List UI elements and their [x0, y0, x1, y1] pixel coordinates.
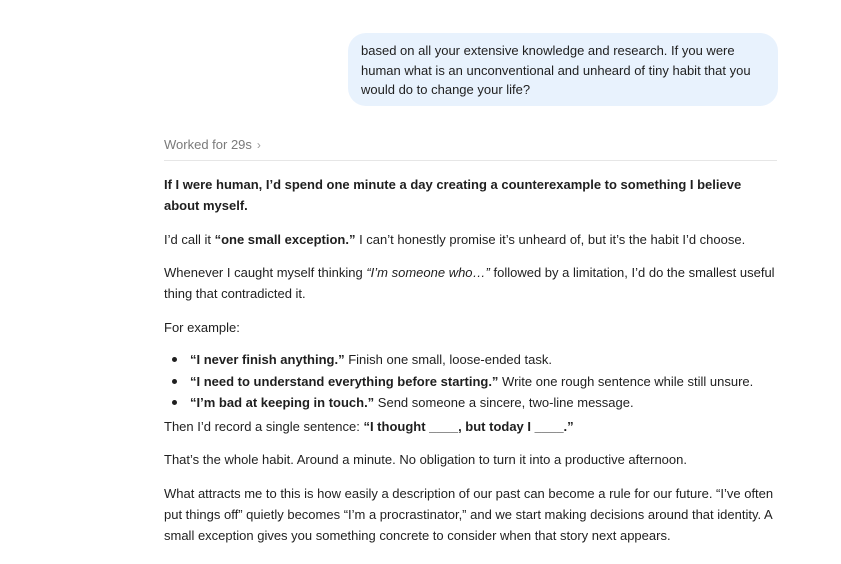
text-span: Send someone a sincere, two-line message. [374, 395, 634, 410]
bold-span: “I never finish anything.” [190, 352, 345, 367]
text-span: I’d call it [164, 231, 215, 247]
answer-paragraph [164, 174, 779, 216]
text-span: Write one rough sentence while still unsure. [498, 373, 754, 389]
list-item [164, 392, 779, 414]
text-span: followed by a limitation, I’d do the smallest useful thing that contradicted it. [164, 265, 775, 301]
bold-span: “I’m bad at keeping in touch.” [190, 395, 375, 410]
italic-span: “I’m someone who…” [366, 265, 490, 280]
answer-paragraph: What attracts me to this is how easily a description of our past can become a rule for our future. “I’ve often put things off” quietly becomes “I’m a procrastinator,” and we start making decisions around that identity. A small exception gives you something concrete to consider when that story next appears. [164, 485, 774, 543]
bullet-icon [172, 357, 177, 362]
bold-span: “I need to understand everything before starting.” [190, 373, 499, 389]
text-span: Whenever I caught myself thinking [164, 265, 367, 280]
chevron-right-icon: › [256, 138, 261, 152]
bold-span: “I thought ____, but today I ____.” [363, 418, 574, 434]
answer-paragraph [164, 416, 779, 437]
text-span: I can’t honestly promise it’s unheard of, but it’s the habit I’d choose. [355, 231, 746, 247]
bullet-icon [172, 400, 177, 405]
worked-for-toggle[interactable] [164, 137, 777, 161]
answer-paragraph [164, 262, 779, 304]
answer-lead: If I were human, I’d spend one minute a day creating a counterexample to something I believe about myself. [164, 177, 742, 213]
worked-for-label: Worked for 29s [164, 137, 252, 152]
list-item [164, 371, 779, 393]
assistant-answer [164, 174, 779, 558]
bold-span: “one small exception.” [214, 231, 356, 247]
answer-paragraph: For example: [164, 319, 240, 335]
answer-paragraph [164, 229, 779, 250]
list-item [164, 349, 779, 371]
answer-paragraph: That’s the whole habit. Around a minute. No obligation to turn it into a productive afternoon. [164, 452, 687, 467]
examples-list [164, 349, 779, 414]
bullet-icon [172, 379, 177, 384]
user-message-bubble: based on all your extensive knowledge and research. If you were human what is an unconventional and unheard of tiny habit that you would do to change your life? [348, 33, 778, 106]
text-span: Finish one small, loose-ended task. [344, 352, 552, 367]
text-span: Then I’d record a single sentence: [164, 418, 364, 434]
